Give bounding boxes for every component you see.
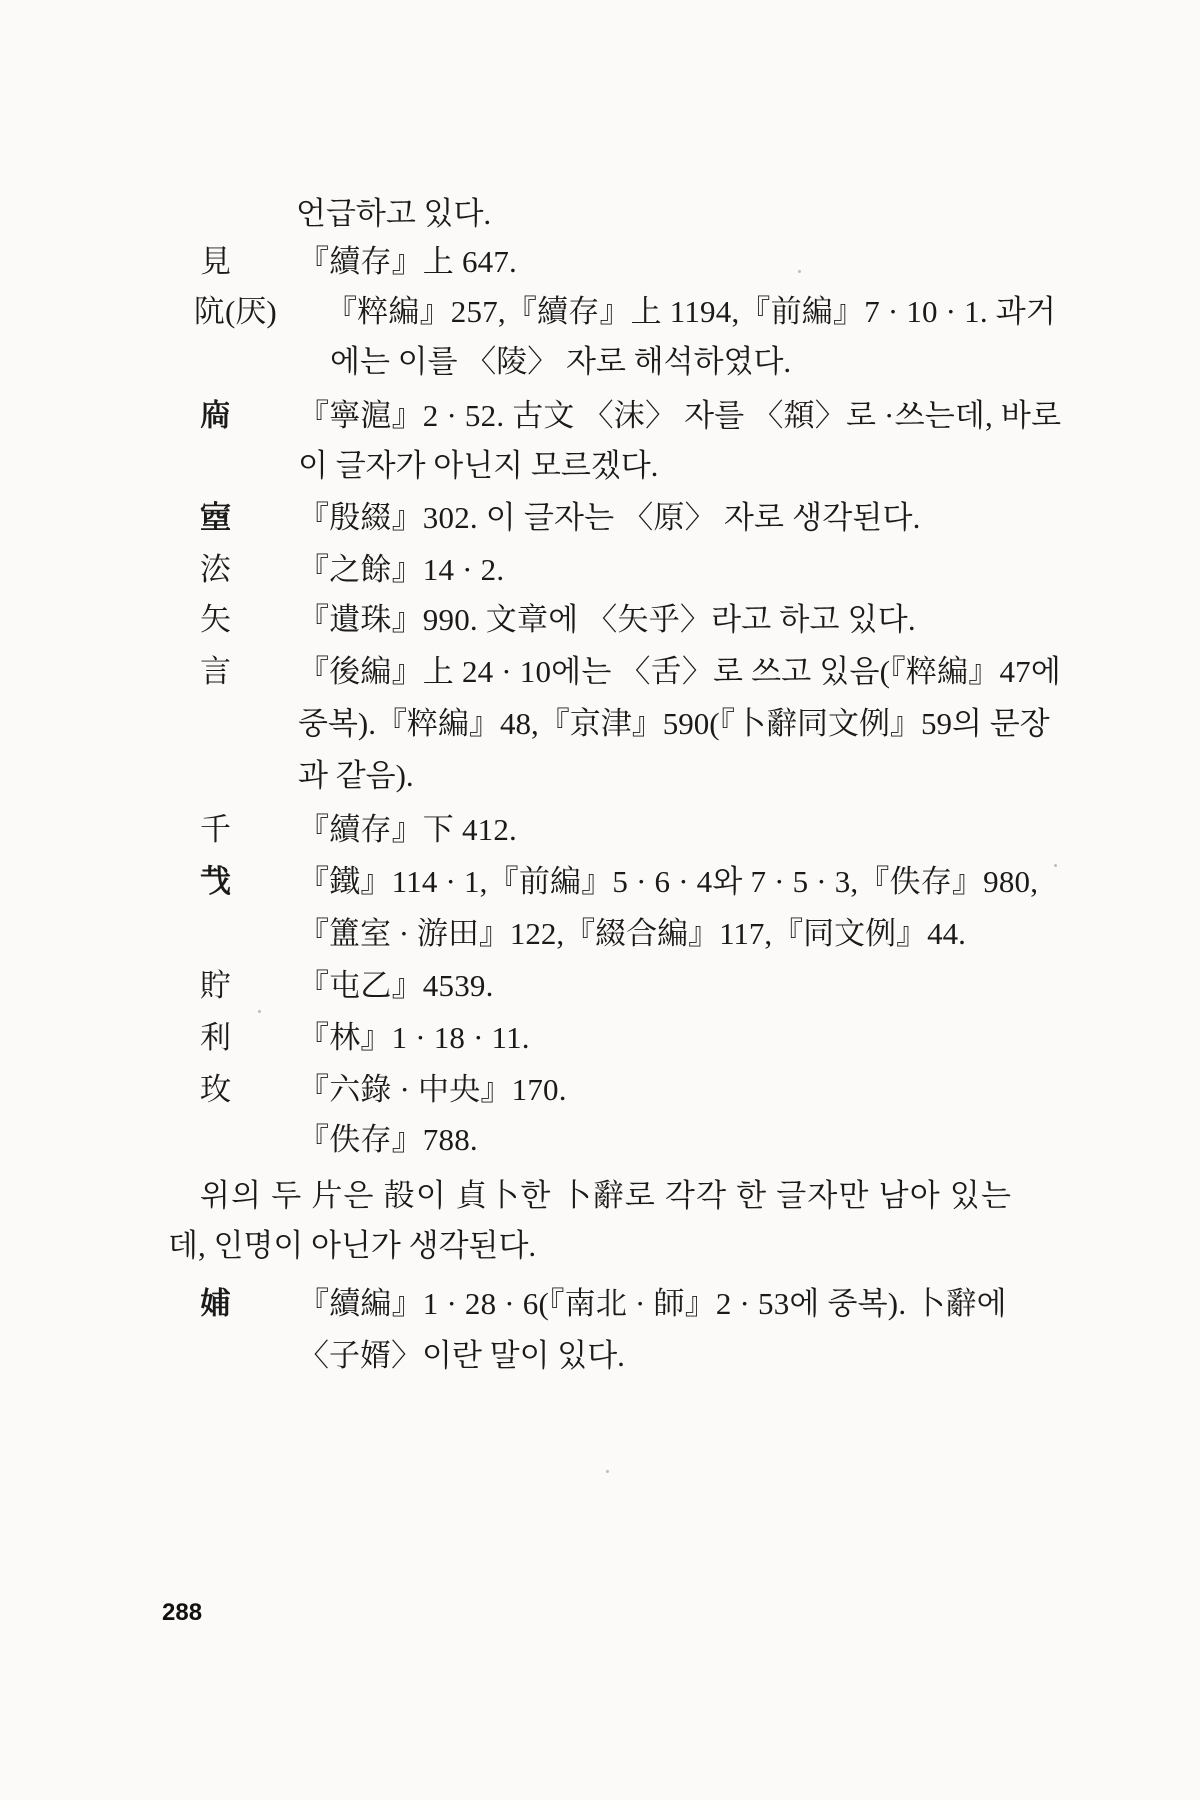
entry-text-continued: 과 같음).	[298, 758, 414, 793]
entry-char: 貯	[200, 968, 231, 1003]
entry-text: 『後編』上 24 · 10에는 〈舌〉로 쓰고 있음(『粹編』47에	[298, 654, 1062, 689]
entry-char: 㳒	[200, 552, 231, 587]
entry-char: 利	[200, 1020, 231, 1055]
entry-char: 𡨾	[200, 500, 231, 535]
entry-text-continued: 『簠室 · 游田』122,『綴合編』117,『同文例』44.	[298, 916, 966, 951]
intro-line: 언급하고 있다.	[296, 196, 492, 231]
entry-text: 『遺珠』990. 文章에 〈矢乎〉라고 하고 있다.	[298, 602, 916, 637]
paper-speck	[1054, 864, 1057, 867]
entry-text: 『寧滬』2 · 52. 古文 〈沫〉 자를 〈頮〉로 ·쓰는데, 바로	[298, 398, 1062, 433]
entry-text-continued: 이 글자가 아닌지 모르겠다.	[298, 448, 659, 483]
entry-text-continued: 〈子婿〉이란 말이 있다.	[298, 1338, 625, 1373]
entry-text: 『屯乙』4539.	[298, 968, 494, 1003]
entry-char: 𡜵	[200, 1286, 231, 1321]
entry-char: 玫	[200, 1072, 231, 1107]
entry-text: 『續存』下 412.	[298, 812, 517, 847]
entry-text: 『續編』1 · 28 · 6(『南北 · 師』2 · 53에 중복). 卜辭에	[298, 1286, 1007, 1321]
page-number: 288	[162, 1599, 203, 1626]
paragraph-line: 데, 인명이 아닌가 생각된다.	[168, 1228, 537, 1263]
paper-speck	[798, 270, 801, 273]
entry-text: 『佚存』788.	[298, 1122, 478, 1157]
paper-speck	[258, 1010, 261, 1013]
entry-text-continued: 중복).『粹編』48,『京津』590(『卜辭同文例』59의 문장	[298, 706, 1050, 741]
paragraph-line: 위의 두 片은 㱿이 貞卜한 卜辭로 각각 한 글자만 남아 있는	[200, 1178, 1013, 1213]
entry-char: 矢	[200, 602, 231, 637]
entry-char: 阬(厌)	[194, 294, 277, 329]
entry-text: 『之餘』14 · 2.	[298, 552, 505, 587]
paper-speck	[606, 1470, 609, 1473]
entry-char: 言	[200, 654, 231, 689]
entry-text: 『殷綴』302. 이 글자는 〈原〉 자로 생각된다.	[298, 500, 921, 535]
entry-text: 『六錄 · 中央』170.	[298, 1072, 567, 1107]
entry-char: 𢦏	[200, 864, 231, 899]
entry-char: 𢻱	[200, 1122, 225, 1157]
entry-char: 千	[200, 812, 231, 847]
entry-text: 『粹編』257,『續存』上 1194,『前編』7 · 10 · 1. 과거	[326, 294, 1057, 329]
entry-text: 『林』1 · 18 · 11.	[298, 1020, 530, 1055]
entry-text: 『鐵』114 · 1,『前編』5 · 6 · 4와 7 · 5 · 3,『佚存』980,	[298, 864, 1039, 899]
entry-text-continued: 에는 이를 〈陵〉 자로 해석하였다.	[330, 344, 792, 379]
entry-text: 『續存』上 647.	[298, 244, 517, 279]
entry-char: 𢉒	[200, 398, 231, 433]
entry-char: 見	[200, 244, 231, 279]
